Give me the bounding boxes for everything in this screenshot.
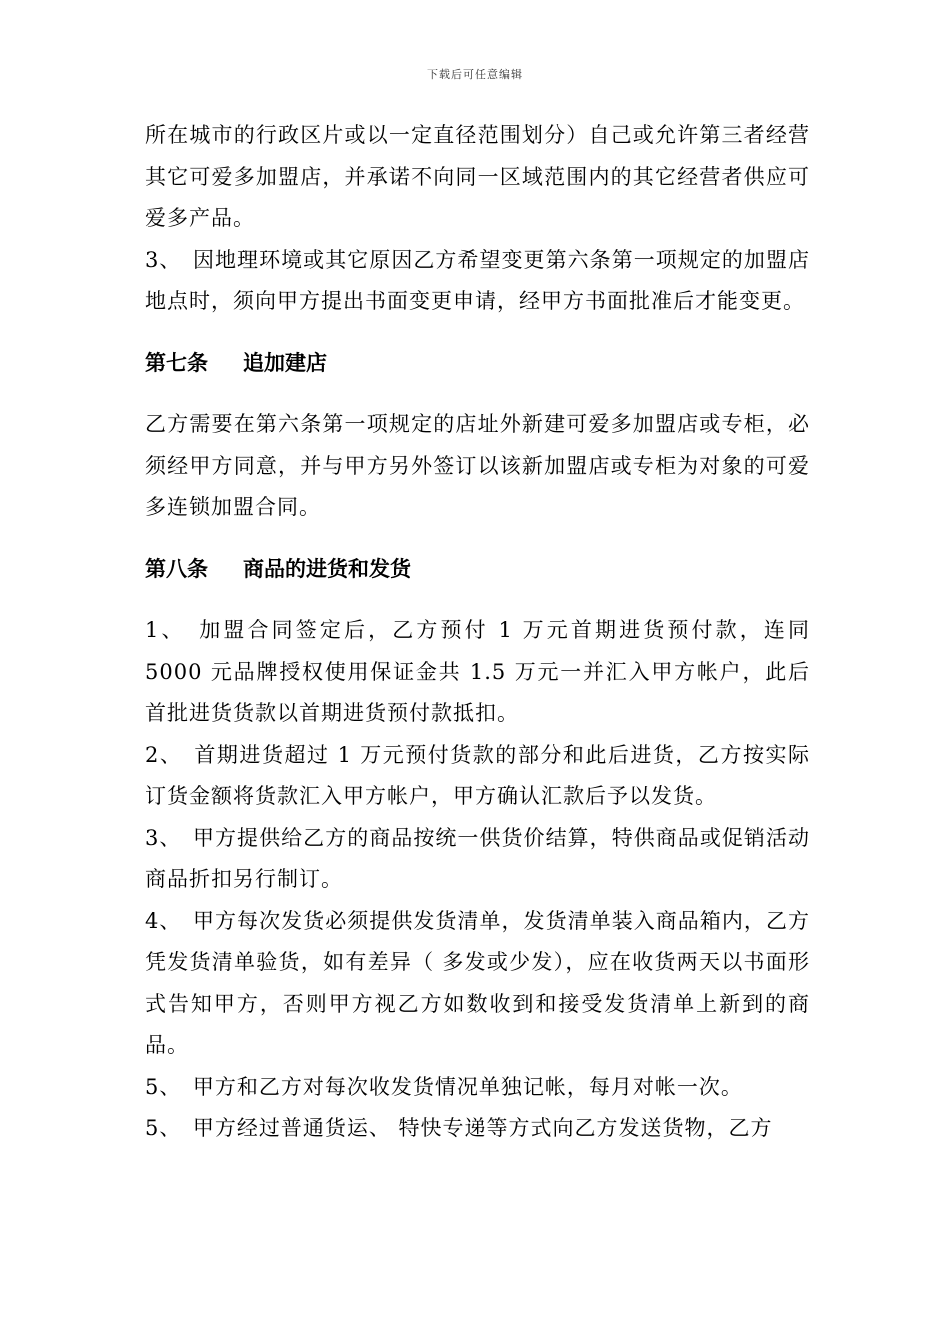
article-7-heading bbox=[145, 343, 810, 385]
document-body bbox=[145, 115, 810, 1150]
article-8-number: 第八条 bbox=[145, 556, 208, 581]
article-8-title: 商品的进货和发货 bbox=[243, 556, 411, 581]
article-8-item-1: 1、 加盟合同签定后，乙方预付 1 万元首期进货预付款，连同 5000 元品牌授权使用保证金共 1.5 万元一并汇入甲方帐户，此后首批进货货款以首期进货预付款抵扣。 bbox=[145, 618, 810, 725]
article-8-item-3: 3、 甲方提供给乙方的商品按统一供货价结算，特供商品或促销活动商品折扣另行制订。 bbox=[145, 825, 810, 891]
intro-paragraph: 所在城市的行政区片或以一定直径范围划分）自己或允许第三者经营其它可爱多加盟店，并承诺不向同一区域范围内的其它经营者供应可爱多产品。 bbox=[145, 123, 810, 230]
article-7-number: 第七条 bbox=[145, 350, 208, 375]
clause-3-paragraph: 3、 因地理环境或其它原因乙方希望变更第六条第一项规定的加盟店地点时，须向甲方提出书面变更申请，经甲方书面批准后才能变更。 bbox=[145, 247, 810, 313]
article-8-item-2: 2、 首期进货超过 1 万元预付货款的部分和此后进货，乙方按实际订货金额将货款汇入甲方帐户，甲方确认汇款后予以发货。 bbox=[145, 742, 810, 808]
article-8-item-6: 5、 甲方经过普通货运、 特快专递等方式向乙方发送货物，乙方 bbox=[145, 1116, 773, 1140]
article-8-item-4: 4、 甲方每次发货必须提供发货清单，发货清单装入商品箱内，乙方凭发货清单验货，如有差异（ 多发或少发），应在收货两天以书面形式告知甲方，否则甲方视乙方如数收到和接受发货清单上新到的商品。 bbox=[145, 908, 810, 1057]
article-7-title: 追加建店 bbox=[243, 350, 327, 375]
article-7-paragraph: 乙方需要在第六条第一项规定的店址外新建可爱多加盟店或专柜，必须经甲方同意，并与甲方另外签订以该新加盟店或专柜为对象的可爱多连锁加盟合同。 bbox=[145, 412, 810, 519]
article-8-item-5: 5、 甲方和乙方对每次收发货情况单独记帐，每月对帐一次。 bbox=[145, 1074, 743, 1099]
header-note: 下载后可任意编辑 bbox=[427, 68, 523, 81]
article-8-heading bbox=[145, 549, 810, 591]
